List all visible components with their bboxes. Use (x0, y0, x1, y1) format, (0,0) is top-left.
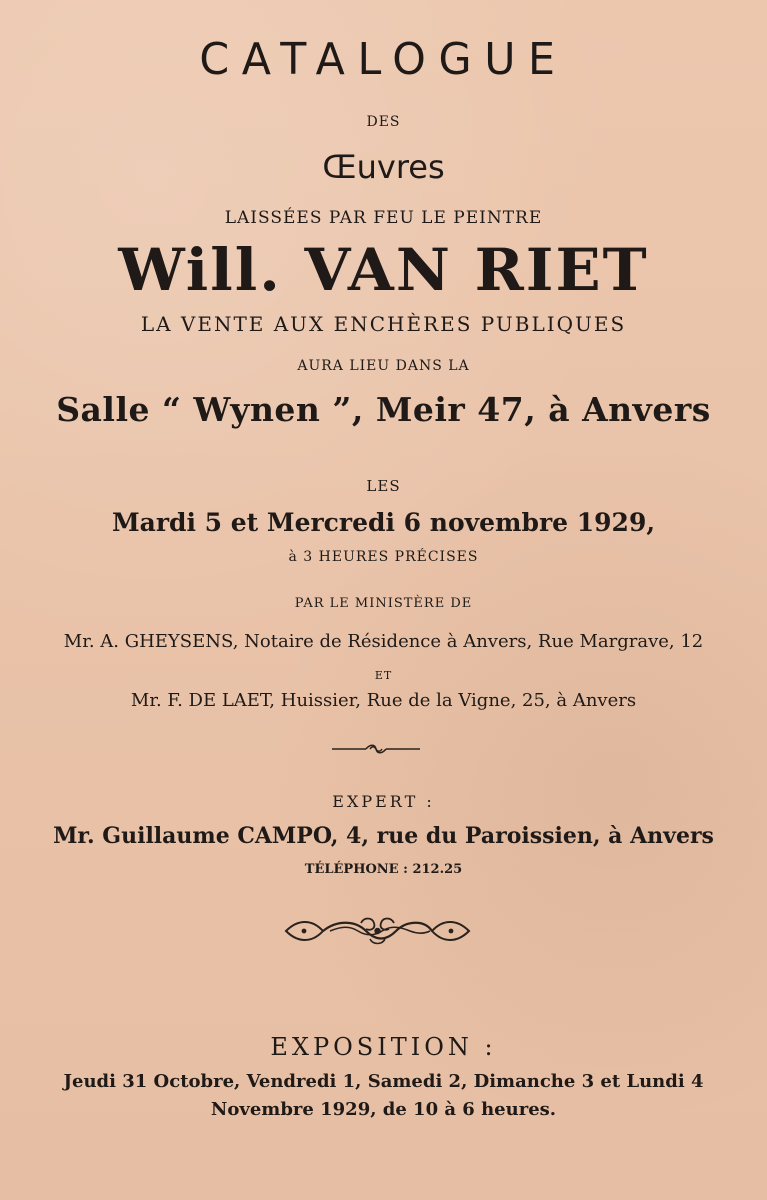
small-divider-icon (330, 741, 422, 757)
expert-name: Mr. Guillaume CAMPO, 4, rue du Paroissien, à Anvers (53, 823, 714, 849)
les-line: LES (366, 477, 401, 495)
venue-line: Salle “ Wynen ”, Meir 47, à Anvers (56, 390, 711, 429)
notary-line: Mr. A. GHEYSENS, Notaire de Résidence à Anvers, Rue Margrave, 12 (63, 631, 704, 652)
exhibition-title: EXPOSITION : (270, 1033, 497, 1061)
des-line: DES (366, 114, 401, 130)
bailiff-line: Mr. F. DE LAET, Huissier, Rue de la Vigne, 25, à Anvers (130, 690, 637, 711)
ornament-icon (278, 911, 477, 951)
exhibition-line-2: Novembre 1929, de 10 à 6 heures. (210, 1099, 557, 1120)
ministry-line: PAR LE MINISTÈRE DE (294, 596, 473, 611)
vente-line: LA VENTE AUX ENCHÈRES PUBLIQUES (140, 312, 627, 336)
telephone-line: TÉLÉPHONE : 212.25 (304, 862, 463, 877)
laissees-line: LAISSÉES PAR FEU LE PEINTRE (224, 208, 543, 228)
oeuvres-line: Œuvres (322, 148, 445, 186)
expert-label: EXPERT : (332, 792, 435, 811)
time-line: à 3 HEURES PRÉCISES (288, 549, 479, 565)
catalogue-title: CATALOGUE (199, 34, 568, 85)
aura-line: AURA LIEU DANS LA (297, 358, 470, 374)
dates-line: Mardi 5 et Mercredi 6 novembre 1929, (111, 508, 656, 537)
artist-name: Will. VAN RIET (118, 236, 649, 304)
et-line: ET (374, 669, 393, 682)
exhibition-line-1: Jeudi 31 Octobre, Vendredi 1, Samedi 2, Dimanche 3 et Lundi 4 (63, 1071, 704, 1092)
